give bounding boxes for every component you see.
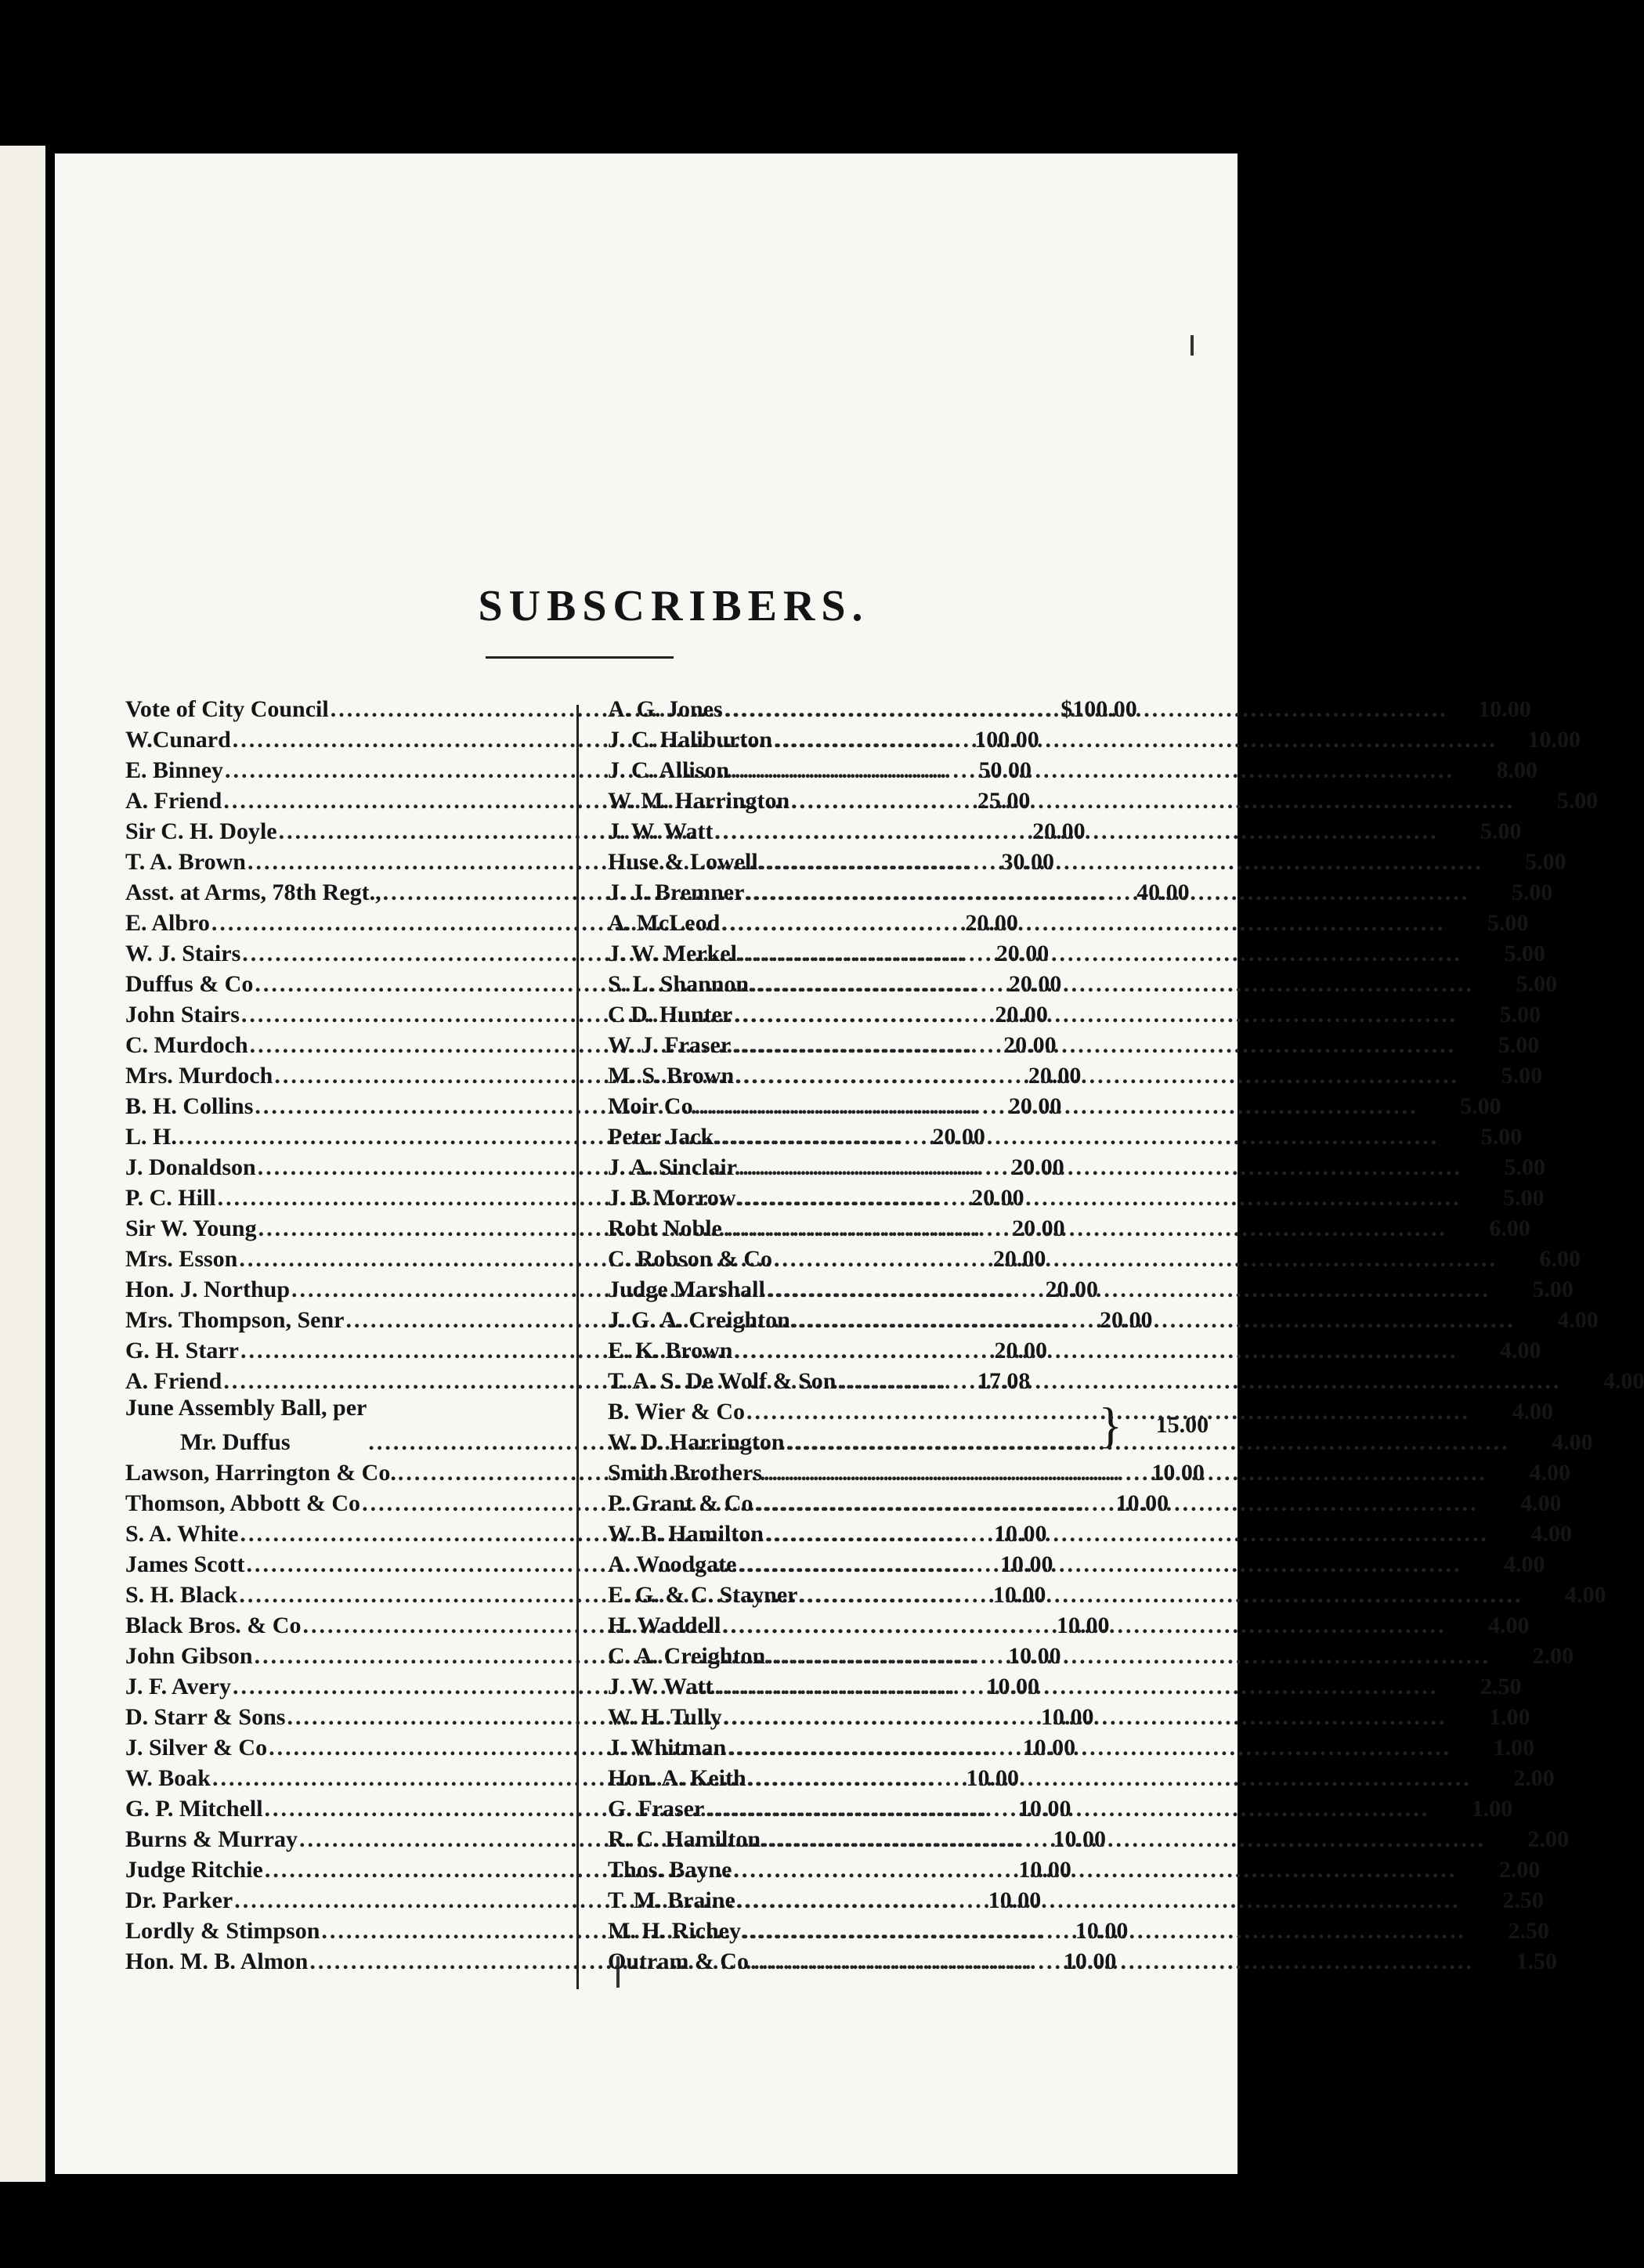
subscriber-name: J. W. Watt [608, 818, 714, 844]
subscriber-name: Hon. M. B. Almon [125, 1948, 309, 1974]
subscription-amount: 5.00 [1480, 818, 1522, 844]
leader-dots [706, 1796, 1429, 1822]
subscription-amount: 5.00 [1499, 1002, 1541, 1027]
page-title: SUBSCRIBERS. [478, 582, 869, 630]
title-underline [486, 656, 674, 659]
leader-dots [724, 1215, 1447, 1242]
leader-dots [767, 1277, 1490, 1303]
leader-dots [734, 1338, 1458, 1364]
subscription-amount: 5.00 [1480, 1124, 1523, 1150]
list-item [608, 1059, 1543, 1089]
subscriber-name: J. F. Avery [125, 1674, 231, 1699]
list-item [608, 1731, 1535, 1761]
subscriber-name: Burns & Murray [125, 1826, 298, 1852]
subscription-amount: 10.00 [1053, 1826, 1106, 1852]
subscription-amount: 4.00 [1503, 1551, 1545, 1577]
subscription-amount: 10.00 [1151, 1460, 1205, 1486]
list-item [608, 1761, 1555, 1792]
list-item [608, 1578, 1606, 1609]
leader-dots [750, 1948, 1474, 1975]
leader-dots [762, 1826, 1486, 1853]
subscription-amount: 10.00 [1008, 1643, 1061, 1669]
list-item [608, 1792, 1513, 1822]
subscription-amount: 4.00 [1530, 1521, 1572, 1547]
brace-glyph: } [1098, 1397, 1123, 1453]
subscription-amount: $100.00 [1060, 696, 1137, 722]
list-item [608, 1670, 1522, 1700]
subscription-amount: 17.08 [977, 1368, 1031, 1394]
subscription-amount: 15.00 [1155, 1412, 1209, 1438]
leader-dots [760, 849, 1483, 876]
leader-dots [743, 1918, 1466, 1945]
subscription-amount: 1.50 [1516, 1948, 1557, 1974]
subscriber-name: Lordly & Stimpson [125, 1918, 320, 1944]
leader-dots [723, 1613, 1447, 1639]
subscription-amount: 5.00 [1516, 971, 1558, 997]
subscriber-name: Outram & Co [608, 1948, 749, 1974]
subscriber-name: E. Binney [125, 757, 224, 783]
subscription-amount: 10.00 [988, 1887, 1042, 1913]
leader-dots [746, 1399, 1470, 1425]
leader-dots [739, 1154, 1462, 1181]
list-item [608, 1028, 1540, 1059]
leader-dots [837, 1368, 1561, 1395]
subscription-amount: 4.00 [1488, 1613, 1530, 1638]
subscription-amount: 20.00 [1008, 971, 1062, 997]
subscription-amount: 4.00 [1512, 1399, 1554, 1425]
subscription-amount: 100.00 [974, 727, 1039, 753]
subscriber-name: A. Friend [125, 1368, 222, 1394]
subscription-amount: 1.00 [1489, 1704, 1530, 1730]
subscriber-name: J. C. Allison [608, 757, 730, 783]
subscription-amount: 10.00 [986, 1674, 1039, 1699]
subscriber-name: Hon. J. Northup [125, 1277, 291, 1302]
subscriber-name: Vote of City Council [125, 696, 329, 722]
subscriber-name: J. B Morrow [608, 1185, 736, 1211]
subscription-amount: 20.00 [1045, 1277, 1099, 1302]
subscriber-name: P. C. Hill [125, 1185, 216, 1211]
subscriber-name: Mrs. Murdoch [125, 1063, 273, 1089]
subscription-amount: 5.00 [1501, 1063, 1543, 1089]
list-item [608, 1212, 1530, 1242]
subscriber-name: T. A. S. De Wolf & Son [608, 1368, 836, 1394]
subscriber-name: A. Friend [125, 788, 222, 814]
leader-dots [731, 757, 1454, 784]
leader-dots [767, 1643, 1490, 1670]
subscription-amount: 10.00 [1040, 1704, 1094, 1730]
list-item [608, 1548, 1545, 1578]
subscription-amount: 10.00 [992, 1582, 1046, 1608]
subscriber-name: A. G. Jones [608, 696, 723, 722]
list-item [608, 1517, 1572, 1548]
subscriber-name: B. H. Collins [125, 1093, 254, 1119]
list-item [608, 1120, 1523, 1150]
subscription-amount: 2.50 [1502, 1887, 1544, 1913]
subscriber-name: W. B. Hamilton [608, 1521, 764, 1547]
subscriber-name: G. H. Starr [125, 1338, 239, 1363]
subscription-amount: 10.00 [1063, 1948, 1117, 1974]
leader-dots [764, 1460, 1487, 1486]
leader-dots [724, 1704, 1447, 1731]
leader-dots [695, 1093, 1418, 1120]
subscription-amount: 5.00 [1504, 1154, 1546, 1180]
leader-dots [738, 1185, 1462, 1212]
list-item [608, 998, 1541, 1028]
subscriber-name: C D. Hunter [608, 1002, 733, 1027]
subscription-amount: 6.00 [1489, 1215, 1530, 1241]
list-item [608, 906, 1529, 937]
subscription-amount: 8.00 [1496, 757, 1538, 783]
leader-dots [738, 1551, 1462, 1578]
subscriber-name: Black Bros. & Co [125, 1613, 302, 1638]
subscription-amount: 20.00 [1008, 1093, 1062, 1119]
subscriber-name: John Gibson [125, 1643, 253, 1669]
subscription-amount: 5.00 [1504, 941, 1545, 966]
subscription-amount: 20.00 [965, 910, 1018, 936]
list-item [608, 1883, 1544, 1914]
subscription-amount: 2.50 [1480, 1674, 1522, 1699]
subscriber-name: M. S. Brown [608, 1063, 735, 1089]
subscription-amount: 40.00 [1136, 879, 1190, 905]
list-item [608, 1242, 1581, 1273]
subscription-amount: 4.00 [1552, 1429, 1593, 1455]
list-item [608, 692, 1531, 723]
subscriber-name: Robt Noble [608, 1215, 722, 1241]
subscriber-name: B. Wier & Co [608, 1399, 746, 1425]
subscription-amount: 10.00 [999, 1551, 1053, 1577]
subscriber-name: John Stairs [125, 1002, 240, 1027]
subscriber-name: S. A. White [125, 1521, 239, 1547]
subscription-amount: 5.00 [1503, 1185, 1545, 1211]
subscription-amount: 10.00 [1115, 1490, 1169, 1516]
leader-dots [724, 696, 1448, 723]
subscription-amount: 4.00 [1529, 1460, 1570, 1486]
subscription-amount: 5.00 [1556, 788, 1599, 814]
subscriber-name: J. Donaldson [125, 1154, 256, 1180]
list-item [608, 1089, 1501, 1120]
subscription-amount: 20.00 [1003, 1032, 1057, 1058]
subscriber-name: Smith Brothers [608, 1460, 762, 1486]
subscriber-name: C. A. Creighton [608, 1643, 766, 1669]
leader-dots [791, 788, 1515, 814]
list-item [608, 1334, 1541, 1364]
leader-dots [786, 1429, 1510, 1456]
subscription-amount: 50.00 [978, 757, 1032, 783]
subscription-amount: 10.00 [1056, 1613, 1110, 1638]
list-item [608, 1181, 1545, 1212]
subscription-amount: 30.00 [1001, 849, 1054, 875]
list-item [608, 845, 1566, 876]
subscription-amount: 20.00 [994, 1338, 1047, 1363]
subscriber-name: J. Whitman [608, 1735, 727, 1761]
subscriber-name: Huse & Lowell [608, 849, 758, 875]
subscriber-name: June Assembly Ball, per [125, 1395, 367, 1421]
leader-dots [755, 1490, 1479, 1517]
list-item [608, 1822, 1569, 1853]
subscription-amount: 4.00 [1565, 1582, 1606, 1608]
subscriber-name: W. H. Tully [608, 1704, 722, 1730]
subscription-amount: 20.00 [1032, 818, 1086, 844]
subscription-amount: 20.00 [1011, 1154, 1064, 1180]
subscription-amount: 20.00 [932, 1124, 985, 1150]
subscriber-name: J. W. Merkel [608, 941, 737, 966]
subscription-amount: 10.00 [1527, 727, 1581, 753]
subscription-amount: 25.00 [977, 788, 1031, 814]
leader-dots [715, 1124, 1439, 1150]
subscription-amount: 20.00 [992, 1246, 1046, 1272]
list-item [608, 1914, 1549, 1945]
subscriber-name: L. H. [125, 1124, 177, 1150]
subscriber-name-continued: Mr. Duffus [180, 1429, 291, 1455]
subscriber-name: W. Boak [125, 1765, 211, 1791]
list-item [608, 1639, 1574, 1670]
leader-dots [765, 1521, 1489, 1548]
subscription-amount: 6.00 [1539, 1246, 1581, 1272]
subscription-amount: 5.00 [1525, 849, 1566, 875]
subscription-amount: 4.00 [1499, 1338, 1541, 1363]
subscription-amount: 2.50 [1508, 1918, 1549, 1944]
subscription-amount: 10.00 [1018, 1796, 1071, 1822]
list-item [608, 1150, 1546, 1181]
subscriber-name: C. Murdoch [125, 1032, 248, 1058]
leader-dots [735, 1063, 1459, 1089]
subscriber-name: G. P. Mitchell [125, 1796, 263, 1822]
leader-dots [774, 727, 1498, 753]
subscriber-name: James Scott [125, 1551, 245, 1577]
subscriber-name: W. J. Stairs [125, 941, 241, 966]
list-item [608, 1945, 1557, 1975]
list-item [608, 814, 1522, 845]
subscriber-name: G. Fraser [608, 1796, 705, 1822]
subscription-amount: 20.00 [1100, 1307, 1153, 1333]
subscription-amount: 2.00 [1532, 1643, 1574, 1669]
subscription-amount: 10.00 [1075, 1918, 1129, 1944]
list-item [608, 723, 1581, 753]
leader-dots [737, 1887, 1461, 1914]
leader-dots [750, 971, 1474, 998]
list-item [608, 1364, 1644, 1395]
leader-dots [721, 910, 1445, 937]
subscriber-name: J. J. Bremner [608, 879, 745, 905]
subscriber-name: A. McLeod [608, 910, 721, 936]
subscription-amount: 4.00 [1602, 1368, 1644, 1394]
subscriber-name: Mrs. Esson [125, 1246, 238, 1272]
subscriber-name: Peter Jack [608, 1124, 714, 1150]
subscription-amount: 4.00 [1557, 1307, 1599, 1333]
subscriber-name: C. Robson & Co [608, 1246, 773, 1272]
adjacent-page-edge [0, 146, 45, 2182]
ink-mark [1191, 335, 1194, 356]
subscriber-name: Thomson, Abbott & Co [125, 1490, 361, 1516]
subscription-amount: 10.00 [993, 1521, 1047, 1547]
subscription-amount: 20.00 [995, 941, 1050, 966]
list-item [608, 1700, 1530, 1731]
leader-dots [792, 1307, 1516, 1334]
subscriber-name: Moir Co [608, 1093, 693, 1119]
subscriber-name: T. M. Braine [608, 1887, 735, 1913]
subscription-amount: 5.00 [1511, 879, 1553, 905]
subscriber-name: Mrs. Thompson, Senr [125, 1307, 345, 1333]
list-item [608, 1273, 1574, 1303]
subscriber-name: D. Starr & Sons [125, 1704, 286, 1730]
subscriber-name: W. J. Fraser [608, 1032, 732, 1058]
subscriber-name: S. H. Black [125, 1582, 238, 1608]
leader-dots [748, 1765, 1472, 1792]
subscriber-name: Judge Marshall [608, 1277, 765, 1302]
leader-dots [733, 1857, 1457, 1883]
subscriber-name: J. W. Watt [608, 1674, 714, 1699]
subscriber-name: Thos. Bayne [608, 1857, 732, 1883]
list-item [608, 784, 1599, 814]
subscription-amount: 20.00 [971, 1185, 1024, 1211]
subscriber-name: Hon. A. Keith [608, 1765, 746, 1791]
subscriber-name: T. A. Brown [125, 849, 246, 875]
subscriber-name: H. Waddell [608, 1613, 721, 1638]
subscriber-name: Duffus & Co [125, 971, 254, 997]
leader-dots [732, 1032, 1456, 1059]
subscription-amount: 5.00 [1460, 1093, 1501, 1119]
subscription-amount: 2.00 [1513, 1765, 1555, 1791]
subscriber-name: J. A. Sinclair [608, 1154, 738, 1180]
subscription-amount: 10.00 [966, 1765, 1019, 1791]
subscription-amount: 20.00 [1028, 1063, 1082, 1089]
subscription-amount: 10.00 [1478, 696, 1531, 722]
subscriber-name: Dr. Parker [125, 1887, 233, 1913]
subscription-amount: 2.00 [1498, 1857, 1541, 1883]
list-item [608, 967, 1558, 998]
subscriber-name: J. Silver & Co [125, 1735, 268, 1761]
subscriber-name: Judge Ritchie [125, 1857, 263, 1883]
list-item [608, 1609, 1530, 1639]
subscription-amount: 1.00 [1493, 1735, 1535, 1761]
subscription-amount: 2.00 [1527, 1826, 1569, 1852]
leader-dots [774, 1246, 1498, 1273]
leader-dots [800, 1582, 1523, 1609]
subscription-amount: 10.00 [1022, 1735, 1076, 1761]
leader-dots [715, 818, 1439, 845]
subscriber-name: W. M. Harrington [608, 788, 790, 814]
leader-dots [734, 1002, 1458, 1028]
subscription-amount: 5.00 [1532, 1277, 1574, 1302]
subscriber-name: Sir W. Young [125, 1215, 257, 1241]
subscriber-name: J. C. Haliburton [608, 727, 773, 753]
subscriber-name: W. D. Harrington [608, 1429, 785, 1455]
leader-dots [728, 1735, 1451, 1761]
leader-dots [739, 941, 1462, 967]
list-item [608, 753, 1538, 784]
subscriber-name: Asst. at Arms, 78th Regt., [125, 879, 381, 905]
subscription-amount: 10.00 [1018, 1857, 1071, 1883]
subscriber-name: Lawson, Harrington & Co. [125, 1460, 396, 1486]
subscriber-name: Sir C. H. Doyle [125, 818, 277, 844]
list-item [608, 1853, 1541, 1883]
subscriber-name: R. C. Hamilton [608, 1826, 761, 1852]
subscriber-name: P. Grant & Co [608, 1490, 753, 1516]
list-item [608, 937, 1545, 967]
subscription-amount: 20.00 [995, 1002, 1048, 1027]
subscriber-name: W.Cunard [125, 727, 231, 753]
subscription-amount: 4.00 [1520, 1490, 1562, 1516]
leader-dots [715, 1674, 1439, 1700]
subscription-amount: 5.00 [1498, 1032, 1540, 1058]
subscriber-name: A. Woodgate [608, 1551, 737, 1577]
subscription-amount: 5.00 [1487, 910, 1529, 936]
gutter-shadow [45, 133, 55, 2201]
subscription-amount: 1.00 [1471, 1796, 1513, 1822]
leader-dots [746, 879, 1469, 906]
subscriber-name: E. K. Brown [608, 1338, 733, 1363]
subscription-amount: 20.00 [1012, 1215, 1065, 1241]
subscriber-name: E. G. & C. Stayner [608, 1582, 798, 1608]
subscriber-name: S. L. Shannon [608, 971, 750, 997]
subscriber-name: J. G. A. Creighton [608, 1307, 790, 1333]
subscriber-name: M. H. Richey [608, 1918, 741, 1944]
subscriber-name: E. Albro [125, 910, 210, 936]
